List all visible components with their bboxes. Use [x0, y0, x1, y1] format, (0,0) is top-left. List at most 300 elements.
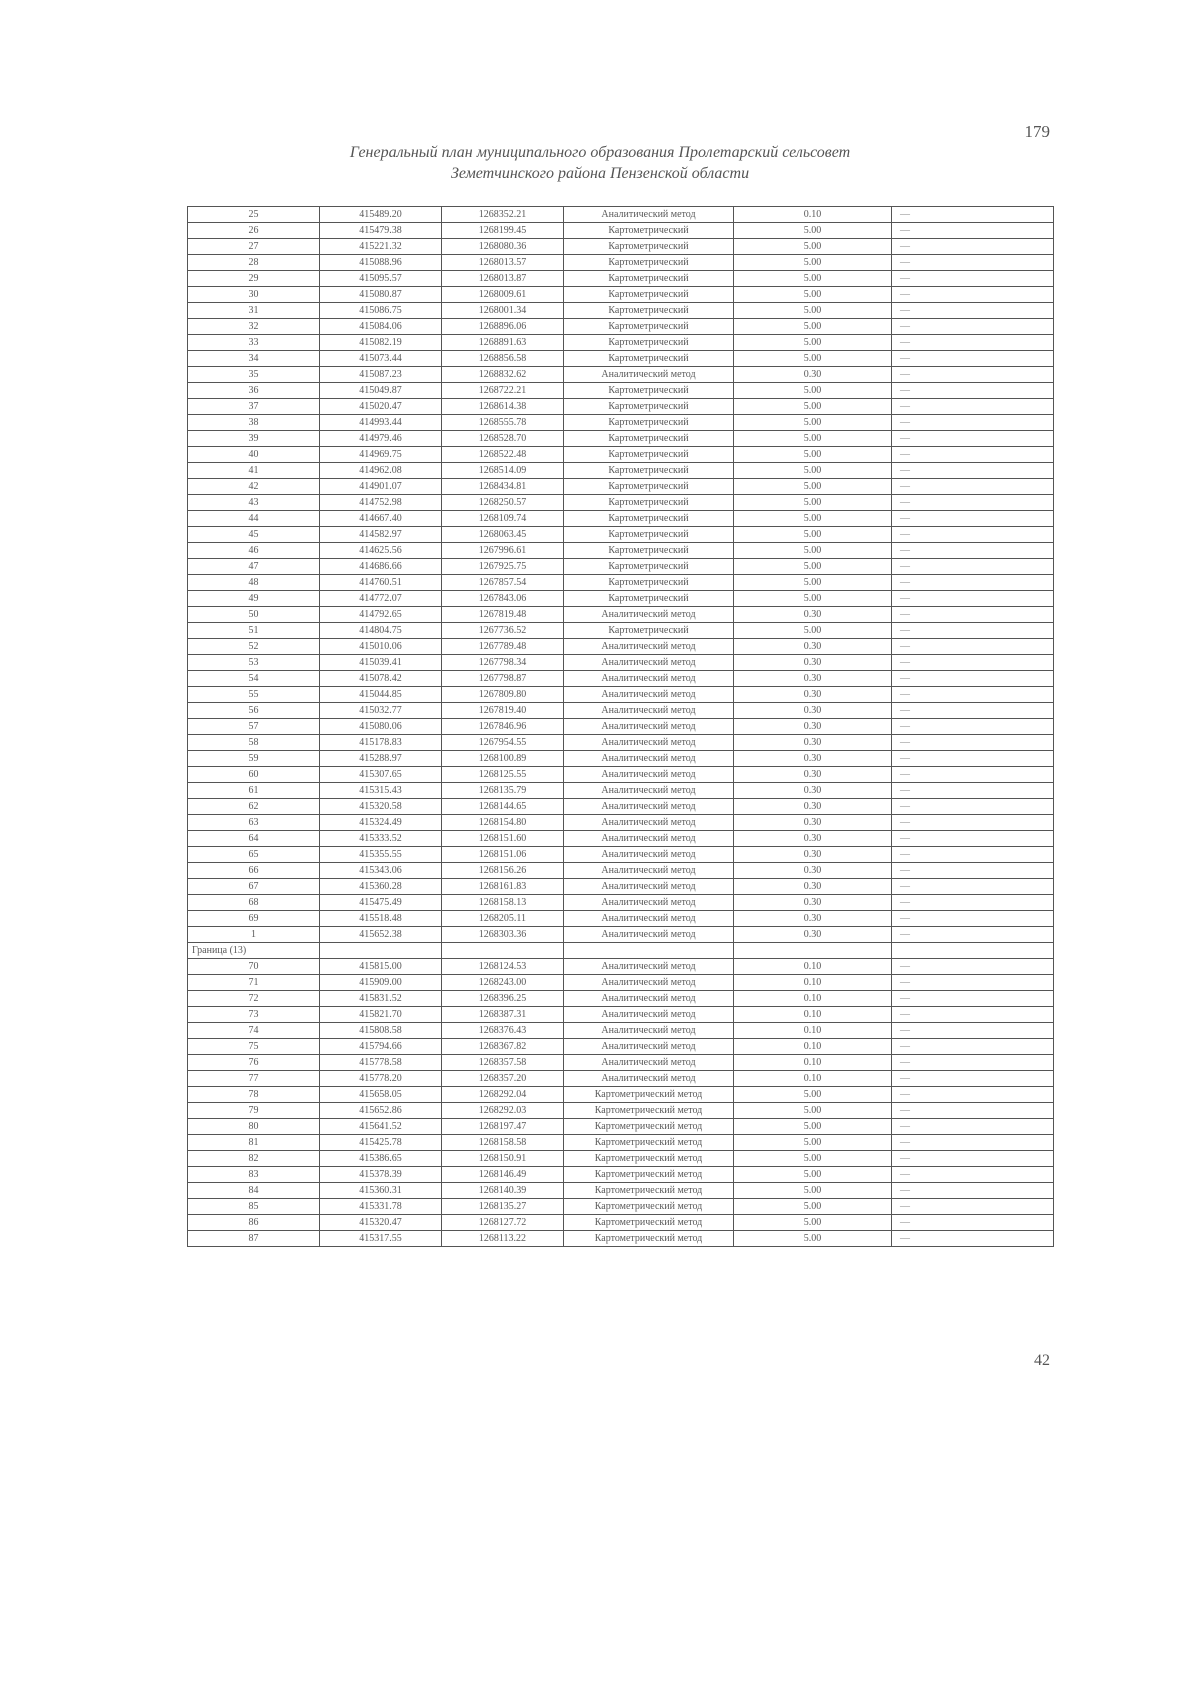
table-row	[188, 799, 1054, 815]
method-cell: Картометрический	[564, 575, 734, 591]
point-number-cell: 28	[188, 255, 320, 271]
table-row	[188, 575, 1054, 591]
coord-x-cell: 415425.78	[320, 1135, 442, 1151]
point-number-cell: 58	[188, 735, 320, 751]
coord-y-cell: 1268555.78	[442, 415, 564, 431]
point-number-cell: 1	[188, 927, 320, 943]
point-number-cell: 79	[188, 1103, 320, 1119]
coord-x-cell: 415317.55	[320, 1231, 442, 1247]
section-row	[188, 943, 1054, 959]
point-number-cell: 75	[188, 1039, 320, 1055]
method-cell: Картометрический	[564, 527, 734, 543]
table-row	[188, 1119, 1054, 1135]
point-number-cell: 32	[188, 319, 320, 335]
table-row	[188, 751, 1054, 767]
coordinates-table-container	[187, 206, 1054, 1247]
point-number-cell: 59	[188, 751, 320, 767]
point-number-cell: 30	[188, 287, 320, 303]
point-number-cell: 87	[188, 1231, 320, 1247]
accuracy-cell: 5.00	[734, 431, 892, 447]
table-row	[188, 639, 1054, 655]
point-number-cell: 54	[188, 671, 320, 687]
coord-y-cell: 1267798.87	[442, 671, 564, 687]
coord-y-cell: 1268135.27	[442, 1199, 564, 1215]
note-cell: —	[892, 655, 1054, 671]
note-cell: —	[892, 351, 1054, 367]
table-row	[188, 959, 1054, 975]
coord-y-cell: 1268357.20	[442, 1071, 564, 1087]
table-row	[188, 495, 1054, 511]
coord-x-cell: 415032.77	[320, 703, 442, 719]
coord-x-cell: 414625.56	[320, 543, 442, 559]
method-cell: Картометрический метод	[564, 1231, 734, 1247]
coord-x-cell: 415360.28	[320, 879, 442, 895]
coord-x-cell: 415178.83	[320, 735, 442, 751]
point-number-cell: 66	[188, 863, 320, 879]
note-cell: —	[892, 959, 1054, 975]
accuracy-cell: 0.30	[734, 655, 892, 671]
accuracy-cell: 0.30	[734, 847, 892, 863]
table-row	[188, 1135, 1054, 1151]
point-number-cell: 69	[188, 911, 320, 927]
note-cell: —	[892, 767, 1054, 783]
table-row	[188, 911, 1054, 927]
note-cell: —	[892, 335, 1054, 351]
coord-x-cell: 414760.51	[320, 575, 442, 591]
section-empty-cell	[564, 943, 734, 959]
accuracy-cell: 5.00	[734, 399, 892, 415]
coord-x-cell: 415307.65	[320, 767, 442, 783]
accuracy-cell: 5.00	[734, 1119, 892, 1135]
table-row	[188, 815, 1054, 831]
note-cell: —	[892, 735, 1054, 751]
method-cell: Картометрический метод	[564, 1183, 734, 1199]
accuracy-cell: 5.00	[734, 527, 892, 543]
accuracy-cell: 5.00	[734, 575, 892, 591]
point-number-cell: 48	[188, 575, 320, 591]
table-row	[188, 991, 1054, 1007]
note-cell: —	[892, 1151, 1054, 1167]
table-body-part-2	[188, 959, 1054, 1247]
coord-x-cell: 415652.86	[320, 1103, 442, 1119]
point-number-cell: 85	[188, 1199, 320, 1215]
table-body-part-1	[188, 207, 1054, 943]
point-number-cell: 42	[188, 479, 320, 495]
point-number-cell: 78	[188, 1087, 320, 1103]
note-cell: —	[892, 783, 1054, 799]
coord-x-cell: 415084.06	[320, 319, 442, 335]
coord-y-cell: 1268387.31	[442, 1007, 564, 1023]
coord-x-cell: 415331.78	[320, 1199, 442, 1215]
table-row	[188, 1023, 1054, 1039]
coord-x-cell: 414752.98	[320, 495, 442, 511]
accuracy-cell: 5.00	[734, 623, 892, 639]
coord-x-cell: 415355.55	[320, 847, 442, 863]
note-cell: —	[892, 383, 1054, 399]
point-number-cell: 38	[188, 415, 320, 431]
coord-y-cell: 1268303.36	[442, 927, 564, 943]
note-cell: —	[892, 991, 1054, 1007]
method-cell: Аналитический метод	[564, 783, 734, 799]
accuracy-cell: 0.30	[734, 607, 892, 623]
method-cell: Картометрический	[564, 447, 734, 463]
coord-y-cell: 1268243.00	[442, 975, 564, 991]
coord-x-cell: 415641.52	[320, 1119, 442, 1135]
point-number-cell: 47	[188, 559, 320, 575]
method-cell: Картометрический метод	[564, 1135, 734, 1151]
note-cell: —	[892, 831, 1054, 847]
method-cell: Аналитический метод	[564, 719, 734, 735]
section-empty-cell	[734, 943, 892, 959]
method-cell: Картометрический метод	[564, 1119, 734, 1135]
table-section	[188, 943, 1054, 959]
point-number-cell: 49	[188, 591, 320, 607]
coord-y-cell: 1267925.75	[442, 559, 564, 575]
coord-y-cell: 1268009.61	[442, 287, 564, 303]
coord-x-cell: 414582.97	[320, 527, 442, 543]
coord-x-cell: 415815.00	[320, 959, 442, 975]
coord-y-cell: 1267798.34	[442, 655, 564, 671]
coord-x-cell: 414962.08	[320, 463, 442, 479]
page-number: 179	[1024, 122, 1050, 141]
point-number-cell: 25	[188, 207, 320, 223]
coord-y-cell: 1268197.47	[442, 1119, 564, 1135]
point-number-cell: 60	[188, 767, 320, 783]
note-cell: —	[892, 687, 1054, 703]
coord-y-cell: 1268151.06	[442, 847, 564, 863]
note-cell: —	[892, 431, 1054, 447]
method-cell: Аналитический метод	[564, 863, 734, 879]
table-row	[188, 767, 1054, 783]
coord-x-cell: 414993.44	[320, 415, 442, 431]
header-line-2: Земетчинского района Пензенской области	[450, 165, 750, 182]
coord-y-cell: 1267857.54	[442, 575, 564, 591]
coord-x-cell: 415082.19	[320, 335, 442, 351]
accuracy-cell: 0.10	[734, 1039, 892, 1055]
method-cell: Картометрический	[564, 319, 734, 335]
note-cell: —	[892, 623, 1054, 639]
table-row	[188, 1183, 1054, 1199]
table-row	[188, 1007, 1054, 1023]
accuracy-cell: 5.00	[734, 239, 892, 255]
table-row	[188, 303, 1054, 319]
coord-x-cell: 415078.42	[320, 671, 442, 687]
table-row	[188, 591, 1054, 607]
note-cell: —	[892, 927, 1054, 943]
point-number-cell: 62	[188, 799, 320, 815]
method-cell: Картометрический	[564, 479, 734, 495]
note-cell: —	[892, 1055, 1054, 1071]
note-cell: —	[892, 479, 1054, 495]
table-row	[188, 431, 1054, 447]
table-row	[188, 623, 1054, 639]
section-empty-cell	[320, 943, 442, 959]
coord-y-cell: 1268292.03	[442, 1103, 564, 1119]
method-cell: Картометрический	[564, 463, 734, 479]
coord-x-cell: 415080.06	[320, 719, 442, 735]
coord-y-cell: 1268113.22	[442, 1231, 564, 1247]
point-number-cell: 68	[188, 895, 320, 911]
point-number-cell: 73	[188, 1007, 320, 1023]
accuracy-cell: 5.00	[734, 463, 892, 479]
note-cell: —	[892, 879, 1054, 895]
coord-y-cell: 1268080.36	[442, 239, 564, 255]
accuracy-cell: 0.30	[734, 927, 892, 943]
coord-y-cell: 1268434.81	[442, 479, 564, 495]
coord-y-cell: 1268146.49	[442, 1167, 564, 1183]
point-number-cell: 71	[188, 975, 320, 991]
coord-x-cell: 415386.65	[320, 1151, 442, 1167]
note-cell: —	[892, 911, 1054, 927]
coord-y-cell: 1268396.25	[442, 991, 564, 1007]
coord-x-cell: 414792.65	[320, 607, 442, 623]
note-cell: —	[892, 703, 1054, 719]
method-cell: Картометрический	[564, 223, 734, 239]
table-row	[188, 207, 1054, 223]
point-number-cell: 72	[188, 991, 320, 1007]
point-number-cell: 57	[188, 719, 320, 735]
accuracy-cell: 5.00	[734, 447, 892, 463]
coord-y-cell: 1268109.74	[442, 511, 564, 527]
accuracy-cell: 5.00	[734, 1167, 892, 1183]
coord-x-cell: 415044.85	[320, 687, 442, 703]
point-number-cell: 74	[188, 1023, 320, 1039]
coord-y-cell: 1268357.58	[442, 1055, 564, 1071]
point-number-cell: 77	[188, 1071, 320, 1087]
note-cell: —	[892, 751, 1054, 767]
table-row	[188, 607, 1054, 623]
point-number-cell: 86	[188, 1215, 320, 1231]
accuracy-cell: 0.30	[734, 783, 892, 799]
accuracy-cell: 0.30	[734, 863, 892, 879]
accuracy-cell: 0.30	[734, 735, 892, 751]
method-cell: Аналитический метод	[564, 655, 734, 671]
table-row	[188, 367, 1054, 383]
table-row	[188, 735, 1054, 751]
coord-x-cell: 415831.52	[320, 991, 442, 1007]
coord-x-cell: 415658.05	[320, 1087, 442, 1103]
table-row	[188, 463, 1054, 479]
note-cell: —	[892, 271, 1054, 287]
coord-x-cell: 415794.66	[320, 1039, 442, 1055]
accuracy-cell: 5.00	[734, 287, 892, 303]
method-cell: Картометрический	[564, 335, 734, 351]
point-number-cell: 27	[188, 239, 320, 255]
coord-x-cell: 415909.00	[320, 975, 442, 991]
accuracy-cell: 5.00	[734, 1199, 892, 1215]
coord-y-cell: 1268124.53	[442, 959, 564, 975]
method-cell: Аналитический метод	[564, 847, 734, 863]
point-number-cell: 81	[188, 1135, 320, 1151]
accuracy-cell: 5.00	[734, 591, 892, 607]
method-cell: Картометрический	[564, 431, 734, 447]
method-cell: Аналитический метод	[564, 767, 734, 783]
method-cell: Аналитический метод	[564, 895, 734, 911]
point-number-cell: 45	[188, 527, 320, 543]
table-row	[188, 223, 1054, 239]
note-cell: —	[892, 239, 1054, 255]
coord-x-cell: 415360.31	[320, 1183, 442, 1199]
coord-y-cell: 1268292.04	[442, 1087, 564, 1103]
point-number-cell: 44	[188, 511, 320, 527]
note-cell: —	[892, 223, 1054, 239]
note-cell: —	[892, 1231, 1054, 1247]
point-number-cell: 70	[188, 959, 320, 975]
point-number-cell: 33	[188, 335, 320, 351]
coord-x-cell: 414901.07	[320, 479, 442, 495]
table-row	[188, 1215, 1054, 1231]
coord-y-cell: 1268144.65	[442, 799, 564, 815]
note-cell: —	[892, 1167, 1054, 1183]
table-row	[188, 319, 1054, 335]
method-cell: Картометрический	[564, 559, 734, 575]
note-cell: —	[892, 1023, 1054, 1039]
table-row	[188, 1087, 1054, 1103]
accuracy-cell: 0.30	[734, 751, 892, 767]
point-number-cell: 39	[188, 431, 320, 447]
method-cell: Аналитический метод	[564, 831, 734, 847]
point-number-cell: 46	[188, 543, 320, 559]
table-row	[188, 703, 1054, 719]
point-number-cell: 29	[188, 271, 320, 287]
coord-x-cell: 415020.47	[320, 399, 442, 415]
coord-y-cell: 1268161.83	[442, 879, 564, 895]
accuracy-cell: 0.30	[734, 639, 892, 655]
method-cell: Картометрический	[564, 623, 734, 639]
method-cell: Аналитический метод	[564, 1039, 734, 1055]
table-row	[188, 847, 1054, 863]
coord-x-cell: 415518.48	[320, 911, 442, 927]
note-cell: —	[892, 895, 1054, 911]
note-cell: —	[892, 591, 1054, 607]
accuracy-cell: 0.30	[734, 815, 892, 831]
table-row	[188, 287, 1054, 303]
document-header	[180, 142, 1020, 184]
accuracy-cell: 0.30	[734, 719, 892, 735]
accuracy-cell: 5.00	[734, 383, 892, 399]
note-cell: —	[892, 799, 1054, 815]
coord-x-cell: 415778.20	[320, 1071, 442, 1087]
method-cell: Аналитический метод	[564, 207, 734, 223]
point-number-cell: 53	[188, 655, 320, 671]
point-number-cell: 80	[188, 1119, 320, 1135]
point-number-cell: 37	[188, 399, 320, 415]
note-cell: —	[892, 207, 1054, 223]
method-cell: Картометрический	[564, 383, 734, 399]
table-row	[188, 1151, 1054, 1167]
method-cell: Аналитический метод	[564, 991, 734, 1007]
coord-y-cell: 1268063.45	[442, 527, 564, 543]
folio-number: 42	[1034, 1352, 1050, 1369]
coord-x-cell: 415080.87	[320, 287, 442, 303]
coord-x-cell: 415288.97	[320, 751, 442, 767]
accuracy-cell: 0.10	[734, 1071, 892, 1087]
method-cell: Картометрический	[564, 495, 734, 511]
accuracy-cell: 5.00	[734, 1135, 892, 1151]
accuracy-cell: 0.30	[734, 687, 892, 703]
method-cell: Картометрический метод	[564, 1167, 734, 1183]
point-number-cell: 50	[188, 607, 320, 623]
coord-x-cell: 415073.44	[320, 351, 442, 367]
table-row	[188, 383, 1054, 399]
coord-x-cell: 415652.38	[320, 927, 442, 943]
note-cell: —	[892, 303, 1054, 319]
note-cell: —	[892, 1087, 1054, 1103]
coord-x-cell: 415095.57	[320, 271, 442, 287]
point-number-cell: 43	[188, 495, 320, 511]
section-empty-cell	[892, 943, 1054, 959]
note-cell: —	[892, 847, 1054, 863]
coord-y-cell: 1267954.55	[442, 735, 564, 751]
accuracy-cell: 5.00	[734, 543, 892, 559]
note-cell: —	[892, 527, 1054, 543]
method-cell: Картометрический	[564, 543, 734, 559]
coord-x-cell: 415315.43	[320, 783, 442, 799]
method-cell: Картометрический	[564, 511, 734, 527]
coord-y-cell: 1268158.58	[442, 1135, 564, 1151]
point-number-cell: 64	[188, 831, 320, 847]
coord-y-cell: 1268205.11	[442, 911, 564, 927]
accuracy-cell: 5.00	[734, 303, 892, 319]
note-cell: —	[892, 719, 1054, 735]
point-number-cell: 67	[188, 879, 320, 895]
method-cell: Аналитический метод	[564, 703, 734, 719]
table-row	[188, 1231, 1054, 1247]
coord-y-cell: 1268367.82	[442, 1039, 564, 1055]
note-cell: —	[892, 415, 1054, 431]
table-row	[188, 1199, 1054, 1215]
accuracy-cell: 5.00	[734, 335, 892, 351]
note-cell: —	[892, 319, 1054, 335]
method-cell: Аналитический метод	[564, 879, 734, 895]
coord-y-cell: 1268151.60	[442, 831, 564, 847]
note-cell: —	[892, 1183, 1054, 1199]
table-row	[188, 1167, 1054, 1183]
method-cell: Картометрический	[564, 399, 734, 415]
table-row	[188, 1055, 1054, 1071]
table-row	[188, 543, 1054, 559]
method-cell: Картометрический метод	[564, 1151, 734, 1167]
method-cell: Аналитический метод	[564, 815, 734, 831]
note-cell: —	[892, 559, 1054, 575]
method-cell: Аналитический метод	[564, 367, 734, 383]
method-cell: Картометрический метод	[564, 1199, 734, 1215]
coord-x-cell: 415039.41	[320, 655, 442, 671]
coord-x-cell: 414772.07	[320, 591, 442, 607]
accuracy-cell: 0.10	[734, 207, 892, 223]
coord-y-cell: 1268722.21	[442, 383, 564, 399]
section-empty-cell	[442, 943, 564, 959]
coord-x-cell: 414979.46	[320, 431, 442, 447]
method-cell: Картометрический	[564, 591, 734, 607]
accuracy-cell: 5.00	[734, 1087, 892, 1103]
table-row	[188, 527, 1054, 543]
note-cell: —	[892, 1215, 1054, 1231]
point-number-cell: 31	[188, 303, 320, 319]
accuracy-cell: 0.30	[734, 831, 892, 847]
table-row	[188, 975, 1054, 991]
coord-y-cell: 1268891.63	[442, 335, 564, 351]
point-number-cell: 35	[188, 367, 320, 383]
accuracy-cell: 0.10	[734, 1055, 892, 1071]
coord-x-cell: 415221.32	[320, 239, 442, 255]
accuracy-cell: 0.10	[734, 959, 892, 975]
accuracy-cell: 5.00	[734, 559, 892, 575]
method-cell: Картометрический метод	[564, 1087, 734, 1103]
point-number-cell: 65	[188, 847, 320, 863]
note-cell: —	[892, 975, 1054, 991]
method-cell: Картометрический	[564, 255, 734, 271]
